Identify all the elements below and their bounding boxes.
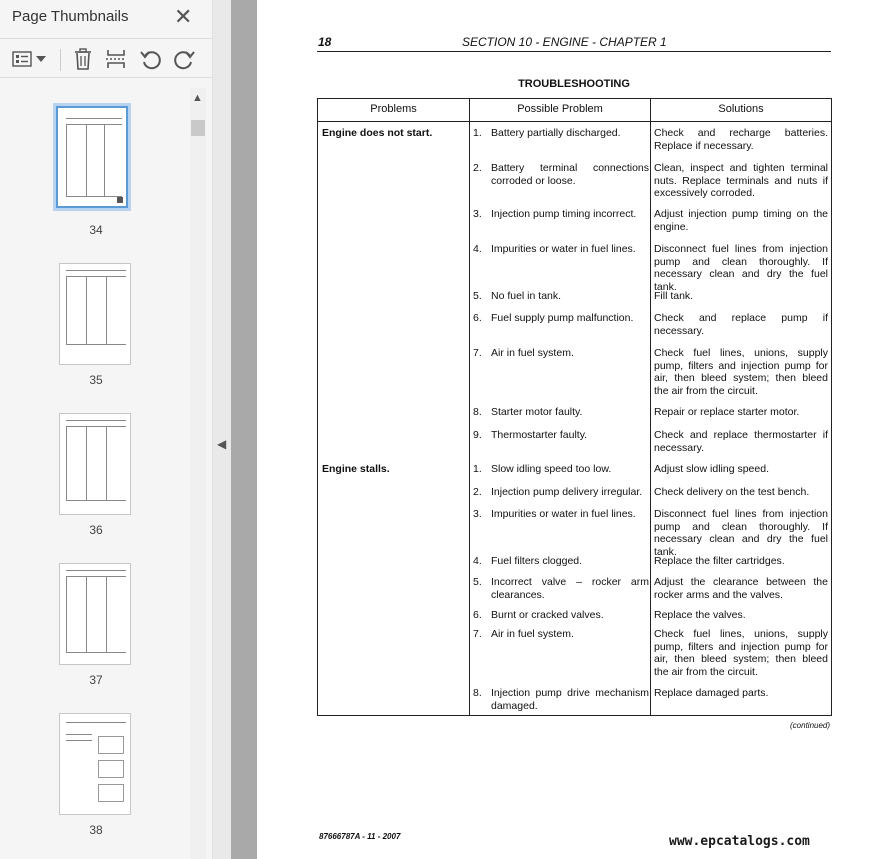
thumbnail-page-image [56, 106, 128, 208]
thumbnail-scrollbar[interactable] [190, 88, 206, 859]
thumbnail-page-image [59, 563, 131, 665]
solution-text: Fill tank. [654, 290, 694, 302]
chevron-down-icon[interactable] [34, 47, 48, 71]
solution-text: Replace damaged parts. [654, 687, 769, 699]
column-header-problems: Problems [370, 103, 417, 115]
panel-header [0, 0, 213, 36]
collapse-panel-icon[interactable]: ◀ [217, 437, 227, 451]
continued-note: (continued) [790, 721, 831, 730]
troubleshooting-table [317, 98, 832, 716]
cause-number: 8. [473, 687, 482, 699]
header-divider [318, 121, 831, 122]
thumbnail-page-number: 34 [89, 223, 103, 237]
problem-label: Engine stalls. [322, 463, 390, 475]
cause-text: Thermostarter faulty. [491, 429, 588, 441]
table-title: TROUBLESHOOTING [518, 78, 630, 90]
thumbnail-page-image [59, 713, 131, 815]
solution-text: Disconnect fuel lines from injection pump and clean thoroughly. If necessary clean and dry the fuel tank. [654, 508, 828, 558]
section-heading: SECTION 10 - ENGINE - CHAPTER 1 [462, 35, 667, 49]
thumbnail-list [0, 88, 190, 859]
cause-text: Injection pump timing incorrect. [491, 208, 637, 220]
cause-text: Fuel supply pump malfunction. [491, 312, 634, 324]
trash-icon[interactable] [70, 47, 96, 71]
thumbnails-panel [0, 0, 213, 859]
cause-number: 1. [473, 127, 482, 139]
solution-text: Check and replace thermostarter if necessary. [654, 429, 828, 454]
solution-text: Adjust injection pump timing on the engine. [654, 208, 828, 233]
thumbnail-toolbar [0, 38, 213, 78]
rotate-clockwise-icon[interactable] [171, 47, 197, 71]
panel-splitter[interactable] [213, 0, 231, 859]
thumbnail-page-image [59, 263, 131, 365]
solution-text: Check and replace pump if necessary. [654, 312, 828, 337]
cause-text: Injection pump delivery irregular. [491, 486, 643, 498]
solution-text: Replace the valves. [654, 609, 746, 621]
cause-number: 5. [473, 576, 482, 588]
solution-text: Check fuel lines, unions, supply pump, filters and injection pump for air, then bleed system; then bleed the air from the circuit. [654, 347, 828, 397]
solution-text: Adjust the clearance between the rocker arms and the valves. [654, 576, 828, 601]
toolbar-divider [60, 49, 61, 71]
cause-text: Burnt or cracked valves. [491, 609, 604, 621]
panel-title: Page Thumbnails [12, 8, 129, 25]
document-page [257, 0, 881, 859]
thumbnail-page-image [59, 413, 131, 515]
page-corner-marker [117, 197, 123, 203]
problem-label: Engine does not start. [322, 127, 433, 139]
solution-text: Replace the filter cartridges. [654, 555, 785, 567]
solution-text: Disconnect fuel lines from injection pump and clean thoroughly. If necessary clean and dry the fuel tank. [654, 243, 828, 293]
cause-number: 4. [473, 243, 482, 255]
insert-page-icon[interactable] [103, 47, 129, 71]
cause-text: Incorrect valve – rocker arm clearances. [491, 576, 649, 601]
watermark-text: www.epcatalogs.com [669, 834, 810, 849]
cause-number: 6. [473, 609, 482, 621]
cause-text: Battery partially discharged. [491, 127, 621, 139]
scrollbar-thumb[interactable] [191, 120, 205, 136]
solution-text: Adjust slow idling speed. [654, 463, 769, 475]
cause-number: 4. [473, 555, 482, 567]
cause-number: 2. [473, 162, 482, 174]
cause-text: No fuel in tank. [491, 290, 562, 302]
cause-number: 3. [473, 508, 482, 520]
cause-text: Starter motor faulty. [491, 406, 583, 418]
cause-number: 5. [473, 290, 482, 302]
page-number: 18 [318, 35, 332, 49]
document-code: 87666787A - 11 - 2007 [319, 832, 401, 841]
cause-number: 8. [473, 406, 482, 418]
rotate-counterclockwise-icon[interactable] [138, 47, 164, 71]
thumbnail-page-number: 38 [89, 823, 103, 837]
cause-text: Slow idling speed too low. [491, 463, 612, 475]
thumbnail-options-icon[interactable] [10, 47, 34, 71]
cause-number: 1. [473, 463, 482, 475]
cause-text: Impurities or water in fuel lines. [491, 508, 636, 520]
column-divider [650, 99, 651, 715]
column-divider [469, 99, 470, 715]
cause-number: 3. [473, 208, 482, 220]
cause-text: Injection pump drive mechanism damaged. [491, 687, 649, 712]
column-header-possible-problem: Possible Problem [517, 103, 603, 115]
cause-number: 6. [473, 312, 482, 324]
document-background [231, 0, 257, 859]
solution-text: Check fuel lines, unions, supply pump, filters and injection pump for air, then bleed system; then bleed the air from the circuit. [654, 628, 828, 678]
cause-text: Impurities or water in fuel lines. [491, 243, 636, 255]
header-rule [317, 51, 831, 52]
cause-number: 2. [473, 486, 482, 498]
cause-number: 7. [473, 628, 482, 640]
solution-text: Repair or replace starter motor. [654, 406, 800, 418]
solution-text: Check delivery on the test bench. [654, 486, 810, 498]
cause-text: Air in fuel system. [491, 347, 574, 359]
solution-text: Clean, inspect and tighten terminal nuts. Replace terminals and nuts if excessively corroded. [654, 162, 828, 199]
column-header-solutions: Solutions [718, 103, 764, 115]
thumbnail-page-number: 36 [89, 523, 103, 537]
cause-text: Air in fuel system. [491, 628, 574, 640]
solution-text: Check and recharge batteries. Replace if necessary. [654, 127, 828, 152]
cause-number: 9. [473, 429, 482, 441]
cause-text: Battery terminal connections corroded or loose. [491, 162, 649, 187]
thumbnail-page-number: 37 [89, 673, 103, 687]
cause-number: 7. [473, 347, 482, 359]
close-icon[interactable]: ✕ [174, 4, 193, 29]
cause-text: Fuel filters clogged. [491, 555, 583, 567]
scroll-up-icon[interactable]: ▲ [192, 92, 203, 104]
thumbnail-page-number: 35 [89, 373, 103, 387]
